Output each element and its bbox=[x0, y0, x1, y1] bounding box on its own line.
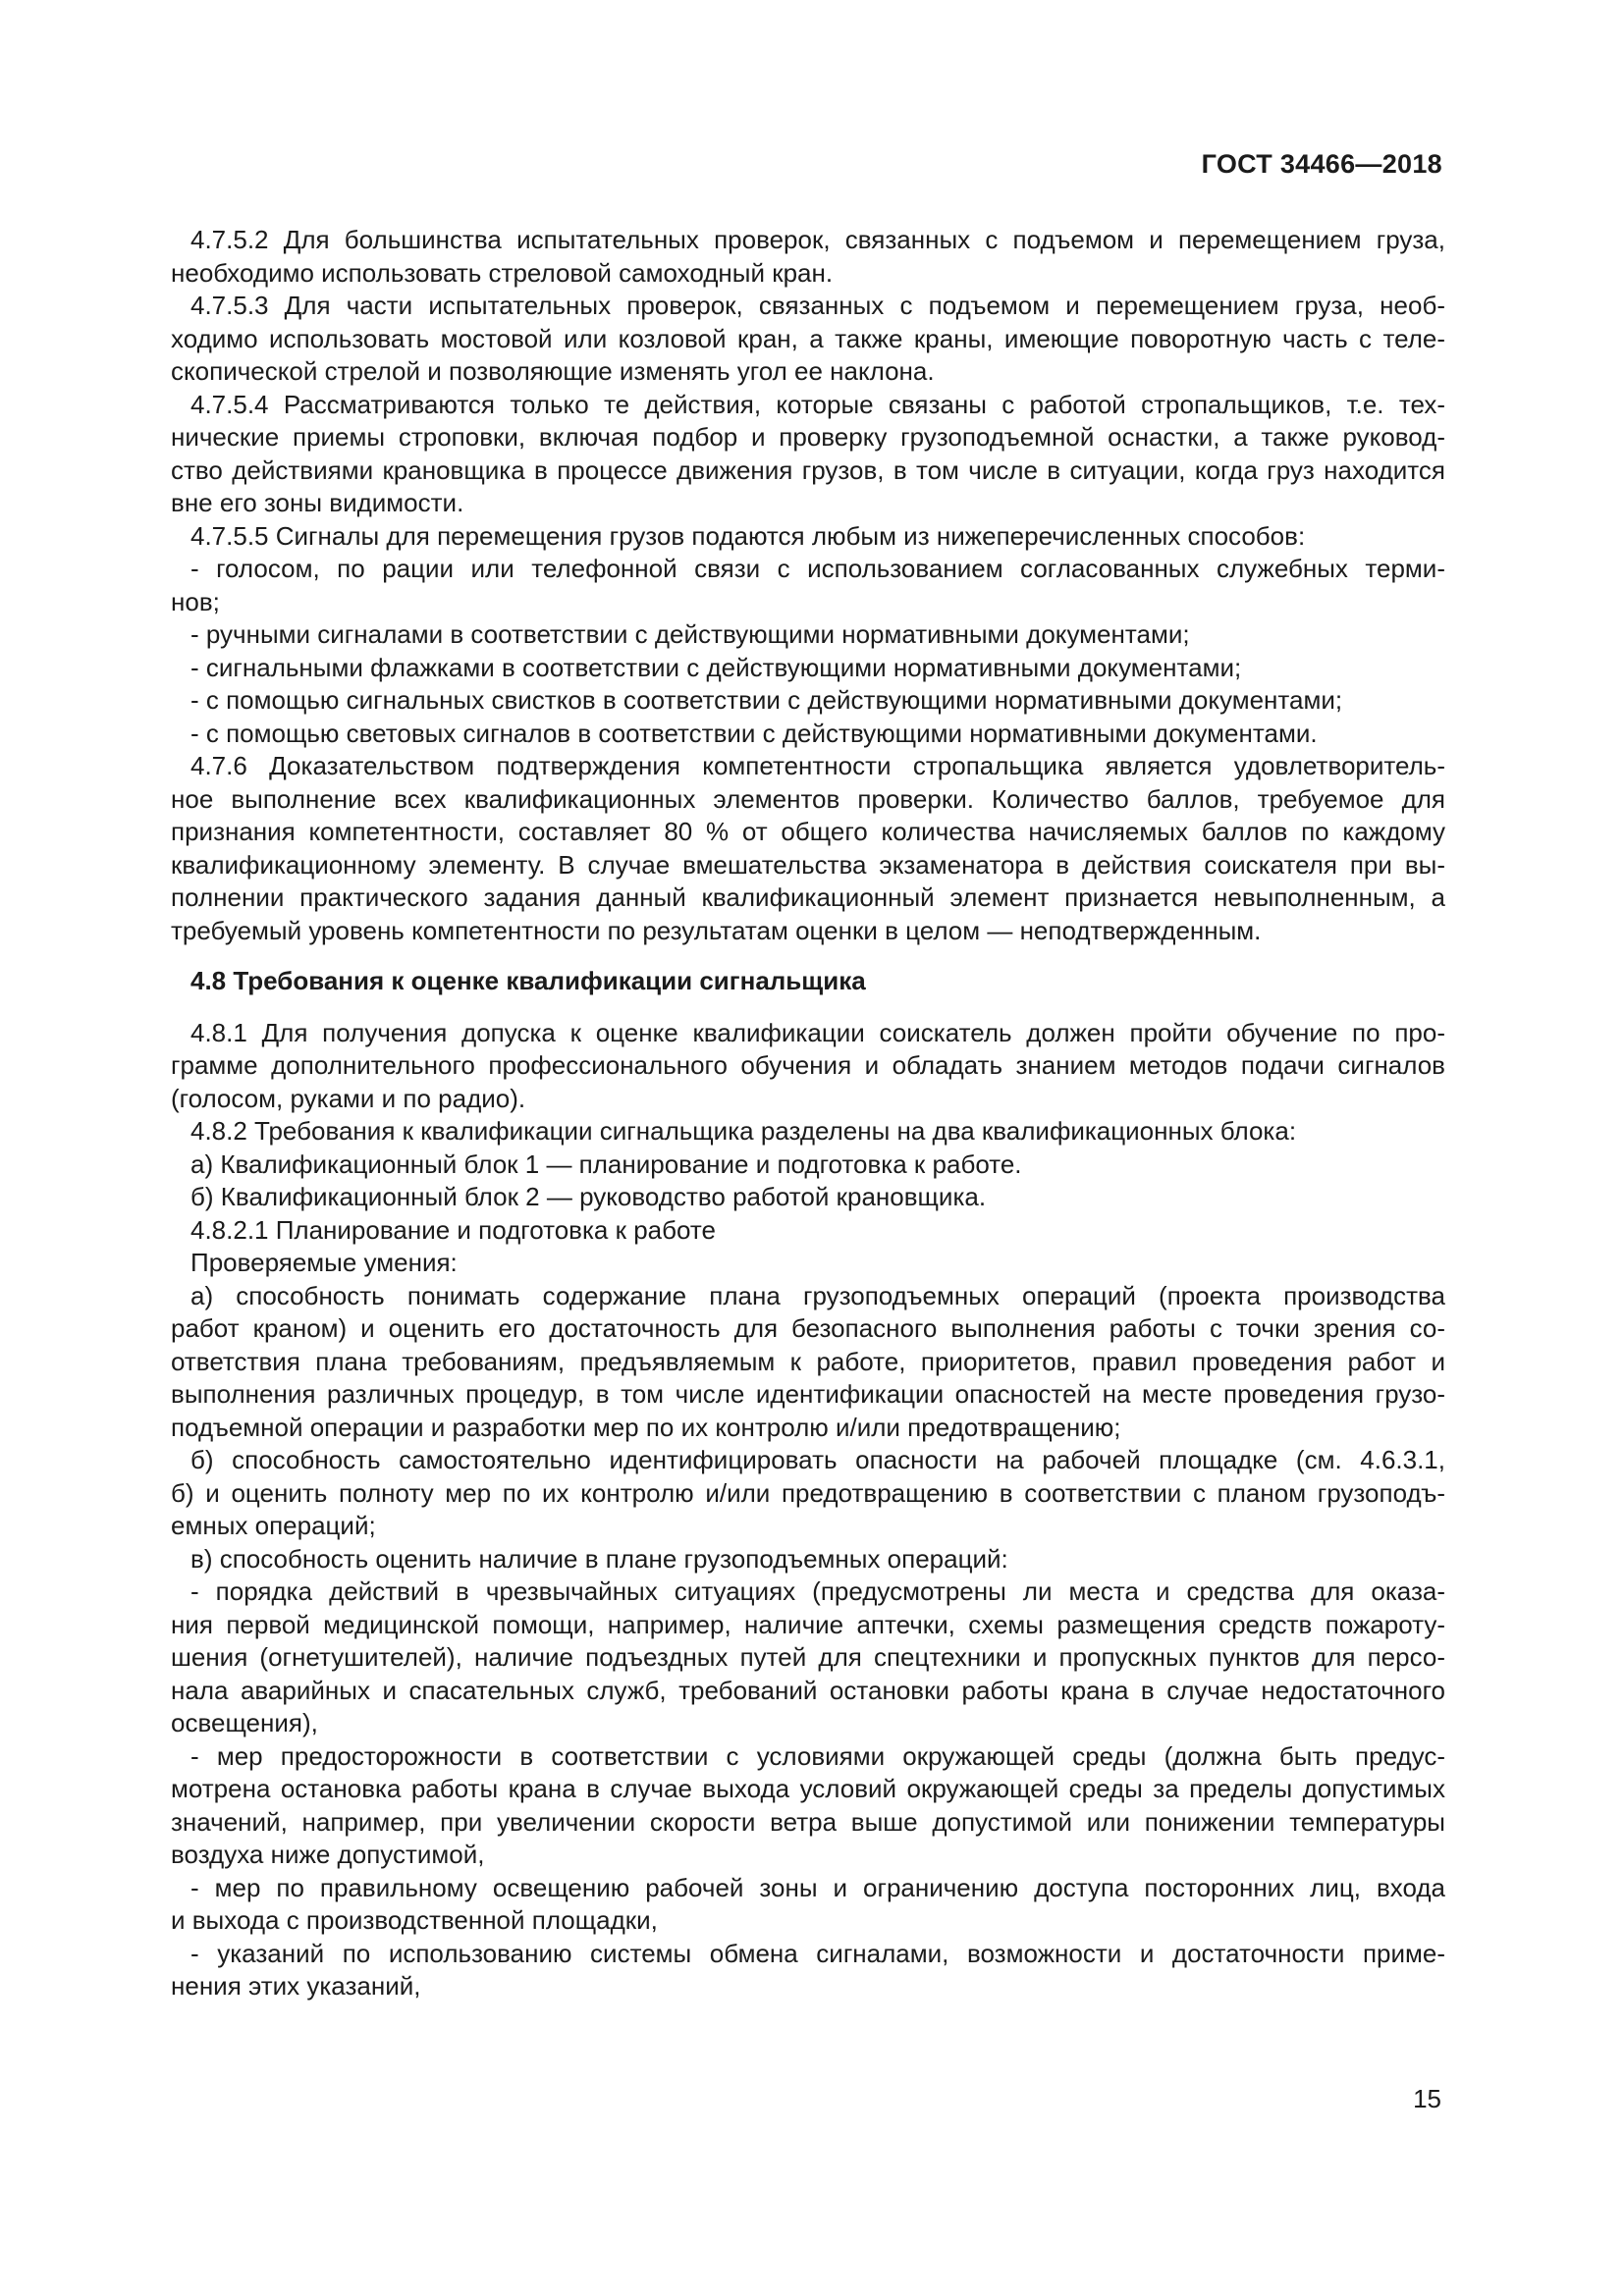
text-line: б) и оценить полноту мер по их контролю и/или предотвращению в соответствии с планом грузоподъ- bbox=[171, 1477, 1445, 1508]
page-number: 15 bbox=[1413, 2084, 1441, 2113]
text-line: грамме дополнительного профессионального обучения и обладать знанием методов подачи сигналов bbox=[171, 1050, 1445, 1080]
text-line: скопической стрелой и позволяющие изменять угол ее наклона. bbox=[171, 356, 935, 386]
list-item: а) способность понимать содержание плана грузоподъемных операций (проекта производства bbox=[190, 1280, 1445, 1310]
text-line: значений, например, при увеличении скорости ветра выше допустимой или понижении температуры bbox=[171, 1806, 1445, 1837]
text-line: 4.7.5.3 Для части испытательных проверок, связанных с подъемом и перемещением груза, необ- bbox=[190, 291, 1445, 320]
list-item: - мер по правильному освещению рабочей зоны и ограничению доступа посторонних лиц, входа bbox=[190, 1872, 1445, 1902]
text-line: 4.7.6 Доказательством подтверждения компетентности стропальщика является удовлетворитель- bbox=[190, 751, 1445, 780]
list-item: - с помощью световых сигналов в соответствии с действующими нормативными документами. bbox=[190, 718, 1318, 748]
text-line: мотрена остановка работы крана в случае выхода условий окружающей среды за пределы допустимых bbox=[171, 1774, 1445, 1803]
text-line: 4.8.1 Для получения допуска к оценке квалификации соискатель должен пройти обучение по про- bbox=[190, 1017, 1445, 1047]
list-item: - ручными сигналами в соответствии с действующими нормативными документами; bbox=[190, 619, 1190, 649]
text-line: 4.7.5.4 Рассматриваются только те действия, которые связаны с работой стропальщиков, т.е. тех- bbox=[190, 389, 1445, 419]
text-line: воздуха ниже допустимой, bbox=[171, 1840, 485, 1869]
text-line: квалификационному элементу. В случае вмешательства экзаменатора в действия соискателя при вы- bbox=[171, 849, 1445, 880]
list-item: - порядка действий в чрезвычайных ситуациях (предусмотрены ли места и средства для оказа- bbox=[190, 1576, 1445, 1606]
list-item: б) Квалификационный блок 2 — руководство работой крановщика. bbox=[190, 1182, 987, 1211]
list-item: - указаний по использованию системы обмена сигналами, возможности и достаточности приме- bbox=[190, 1938, 1445, 1968]
text-line: емных операций; bbox=[171, 1511, 376, 1540]
list-item: - сигнальными флажками в соответствии с действующими нормативными документами; bbox=[190, 652, 1242, 682]
text-line: 4.8.2 Требования к квалификации сигнальщика разделены на два квалификационных блока: bbox=[190, 1116, 1297, 1146]
text-line: 4.7.5.5 Сигналы для перемещения грузов подаются любым из нижеперечисленных способов: bbox=[190, 520, 1306, 551]
text-line: освещения), bbox=[171, 1708, 318, 1737]
text-line: 4.7.5.2 Для большинства испытательных проверок, связанных с подъемом и перемещением груза, bbox=[190, 225, 1445, 254]
text-line: подъемной операции и разработки мер по их контролю и/или предотвращению; bbox=[171, 1412, 1121, 1442]
text-line: ходимо использовать мостовой или козловой кран, а также краны, имеющие поворотную часть с теле- bbox=[171, 323, 1445, 353]
text-line: вне его зоны видимости. bbox=[171, 488, 464, 517]
list-item: - голосом, по рации или телефонной связи с использованием согласованных служебных терми- bbox=[190, 554, 1445, 583]
text-line: (голосом, руками и по радио). bbox=[171, 1083, 526, 1113]
text-line: ство действиями крановщика в процессе движения грузов, в том числе в ситуации, когда груз находится bbox=[171, 454, 1445, 485]
list-item: - мер предосторожности в соответствии с условиями окружающей среды (должна быть предус- bbox=[190, 1740, 1445, 1771]
document-number: ГОСТ 34466—2018 bbox=[1201, 149, 1442, 179]
text-line: признания компетентности, составляет 80 % от общего количества начисляемых баллов по каждому bbox=[171, 817, 1445, 846]
text-line: и выхода с производственной площадки, bbox=[171, 1905, 658, 1935]
section-heading: 4.8 Требования к оценке квалификации сигнальщика bbox=[190, 966, 866, 995]
text-line: нические приемы строповки, включая подбор и проверку грузоподъемной оснастки, а также руковод- bbox=[171, 422, 1445, 452]
text-line: работ краном) и оценить его достаточность для безопасного выполнения работы с точки зрения со- bbox=[171, 1313, 1445, 1343]
text-line: выполнения различных процедур, в том числе идентификации опасностей на месте проведения грузо- bbox=[171, 1379, 1445, 1409]
text-line: нения этих указаний, bbox=[171, 1971, 421, 2001]
text-line: Проверяемые умения: bbox=[190, 1248, 458, 1277]
list-item: б) способность самостоятельно идентифицировать опасности на рабочей площадке (см. 4.6.3.1, bbox=[190, 1445, 1445, 1474]
text-line: нала аварийных и спасательных служб, требований остановки работы крана в случае недостаточного bbox=[171, 1675, 1445, 1705]
text-line: нов; bbox=[171, 586, 220, 616]
text-line: требуемый уровень компетентности по результатам оценки в целом — неподтвержденным. bbox=[171, 915, 1262, 945]
list-item: в) способность оценить наличие в плане грузоподъемных операций: bbox=[190, 1543, 1008, 1574]
text-line: ответствия плана требованиям, предъявляемым к работе, приоритетов, правил проведения работ и bbox=[171, 1346, 1445, 1376]
text-line: 4.8.2.1 Планирование и подготовка к работе bbox=[190, 1214, 716, 1245]
text-line: шения (огнетушителей), наличие подъездных путей для спецтехники и пропускных пунктов для персо- bbox=[171, 1642, 1445, 1672]
text-line: необходимо использовать стреловой самоходный кран. bbox=[171, 257, 834, 288]
text-line: полнении практического задания данный квалификационный элемент признается невыполненным, а bbox=[171, 882, 1445, 912]
document-body bbox=[171, 224, 1445, 2003]
list-item: - с помощью сигнальных свистков в соответствии с действующими нормативными документами; bbox=[190, 685, 1343, 715]
list-item: а) Квалификационный блок 1 — планирование и подготовка к работе. bbox=[190, 1148, 1022, 1179]
text-line: ное выполнение всех квалификационных элементов проверки. Количество баллов, требуемое для bbox=[171, 783, 1445, 814]
text-line: ния первой медицинской помощи, например, наличие аптечки, схемы размещения средств пожароту- bbox=[171, 1609, 1445, 1639]
